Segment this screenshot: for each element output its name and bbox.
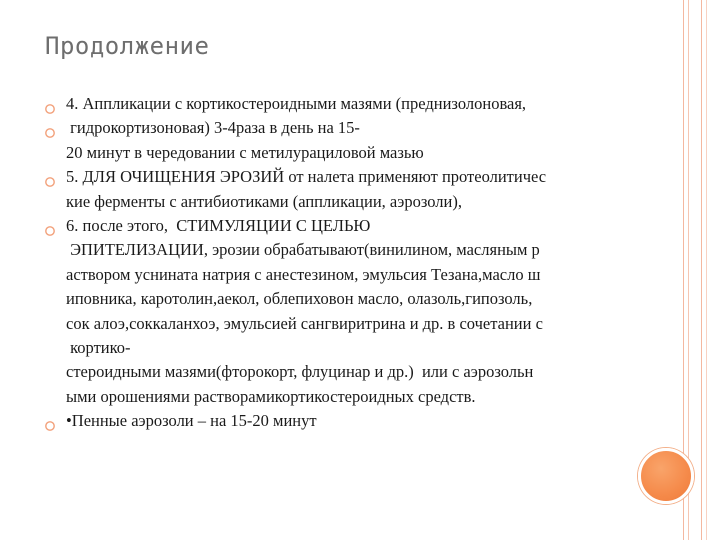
slide-title: Продолжение: [45, 32, 210, 60]
bullet-icon: [44, 122, 56, 134]
frame-line: [706, 0, 707, 540]
list-item: [44, 116, 654, 165]
bullet-list: [44, 92, 654, 434]
bullet-icon: [44, 220, 56, 232]
list-item-line: •Пенные аэрозоли – на 15-20 минут: [66, 411, 317, 431]
list-item-line: аствором уснината натрия с анестезином, эмульсия Тезана,масло ш: [66, 264, 541, 284]
list-item-line: ыми орошениями растворамикортикостероидных средств.: [66, 386, 476, 406]
bullet-icon: [44, 171, 56, 183]
list-item-line: стероидными мазями(фторокорт, флуцинар и др.) или с аэрозольн: [66, 362, 534, 382]
list-item-line: ЭПИТЕЛИЗАЦИИ, эрозии обрабатывают(винилином, масляным р: [66, 240, 540, 260]
list-item-line: 4. Аппликации с кортикостероидными мазями (преднизолоновая,: [66, 94, 527, 113]
list-item-line: сок алоэ,соккаланхоэ, эмульсией сангвиритрина и др. в сочетании с: [66, 313, 543, 333]
list-item: [44, 409, 654, 433]
list-item: [44, 214, 654, 409]
list-item-line: 20 минут в чередовании с метилурациловой мазью: [66, 142, 424, 162]
bullet-icon: [44, 415, 56, 427]
list-item-line: 6. после этого, СТИМУЛЯЦИИ С ЦЕЛЬЮ: [66, 216, 371, 236]
list-item: [44, 92, 654, 116]
list-item-line: 5. ДЛЯ ОЧИЩЕНИЯ ЭРОЗИЙ от налета применяют протеолитичес: [66, 167, 547, 187]
bullet-icon: [44, 98, 56, 110]
list-item-line: кортико-: [66, 338, 131, 358]
orange-circle-icon: [638, 448, 694, 504]
list-item-line: иповника, каротолин,аекол, облепиховон масло, олазоль,гипозоль,: [66, 289, 533, 309]
list-item: [44, 165, 654, 214]
frame-line: [701, 0, 702, 540]
list-item-line: кие ферменты с антибиотиками (аппликации, аэрозоли),: [66, 191, 462, 211]
list-item-line: гидрокортизоновая) 3-4раза в день на 15-: [66, 118, 360, 138]
